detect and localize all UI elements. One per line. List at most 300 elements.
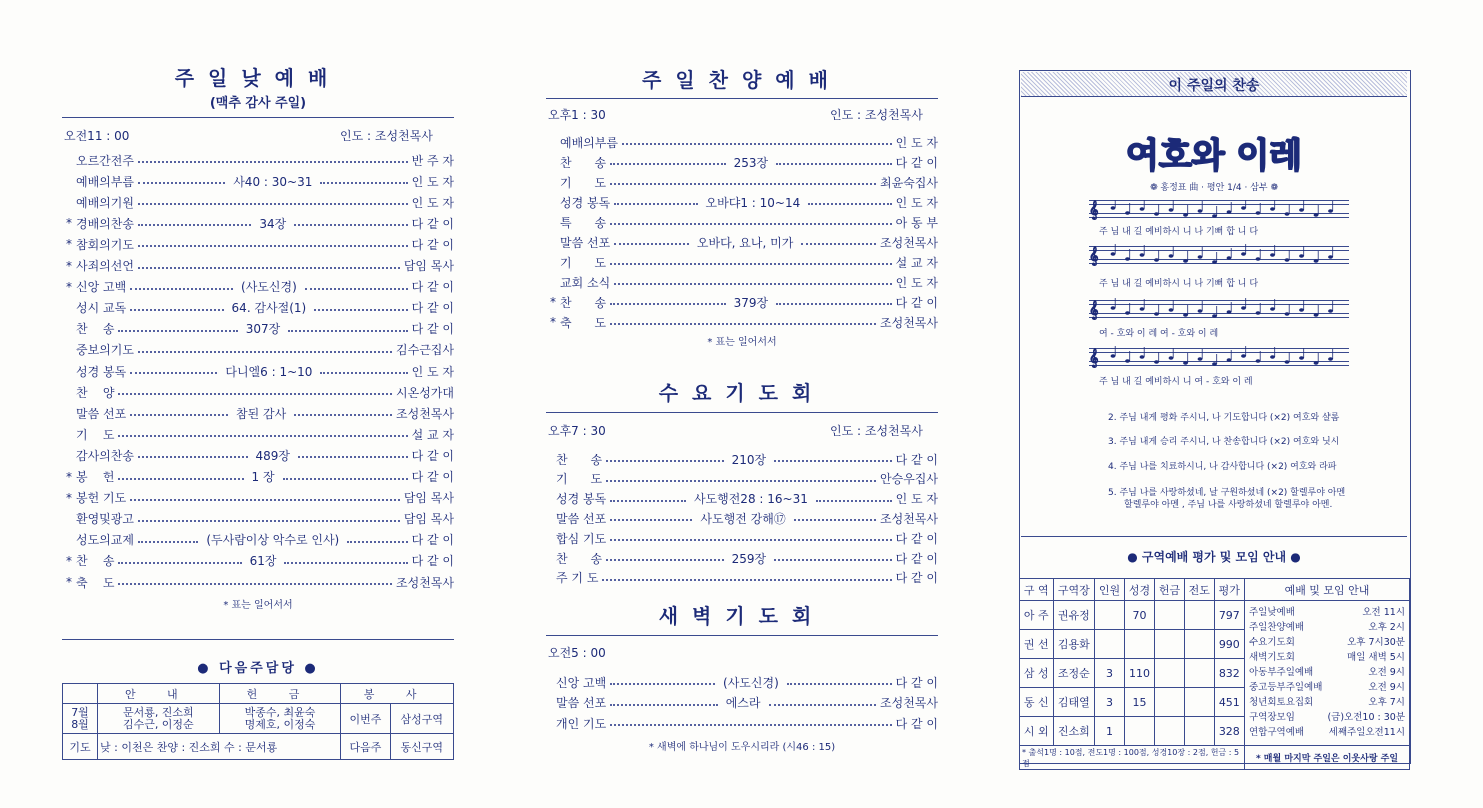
- leader-dots: [610, 263, 892, 265]
- note-head: [1328, 357, 1333, 361]
- item-detail: 오바댜1 : 10~14: [702, 194, 805, 211]
- item-label: 말씀 선포: [76, 406, 127, 421]
- divider: [546, 98, 938, 99]
- note-head: [1241, 306, 1246, 310]
- item-role: 다 같 이: [411, 470, 454, 484]
- schedule-time: (금)오전10 : 30분: [1327, 712, 1405, 723]
- item-label: 성경 봉독: [556, 492, 607, 507]
- table-cell: [1184, 630, 1214, 659]
- item-role: 다 같 이: [895, 716, 938, 731]
- item-role: 다 같 이: [895, 531, 938, 546]
- dawn-verse: * 새벽에 하나님이 도우시리라 (시46 : 15): [648, 742, 836, 753]
- leader-dots: [130, 499, 400, 501]
- note-head: [1198, 209, 1203, 213]
- standing-marker: *: [550, 315, 556, 329]
- schedule-name: 주일낮예배: [1249, 607, 1295, 618]
- item-role: 김수근집사: [396, 343, 454, 358]
- duty-title: ● 다음주담당 ●: [197, 661, 319, 676]
- item-detail: 253장: [730, 154, 773, 171]
- table-cell: 진소희: [1053, 717, 1095, 746]
- list-item: [546, 674, 938, 690]
- duty-offering: 박종수, 최윤숙 명제호, 이정숙: [219, 704, 341, 734]
- note-head: [1314, 213, 1319, 217]
- duty-month: 7월 8월: [63, 704, 98, 734]
- item-role: 인 도 자: [895, 195, 938, 210]
- note-head: [1198, 357, 1203, 361]
- item-label: 찬 송: [556, 452, 603, 467]
- item-role: 담임 목사: [403, 259, 454, 273]
- dawn-time: 오전5 : 00: [548, 646, 606, 660]
- note-head: [1241, 206, 1246, 210]
- note-head: [1111, 252, 1116, 256]
- verse-line: 3. 주님 내게 승리 주시니, 나 찬송합니다 (×2) 여호와 닛시: [1108, 437, 1340, 447]
- item-detail: 사40 : 30~31: [229, 173, 316, 190]
- note-head: [1183, 213, 1188, 217]
- scoring-note: * 출석1명 : 10점, 전도1명 : 100점, 성경10장 : 2점, 헌금 : 5점: [1020, 746, 1245, 770]
- verse-line: 5. 주님 나를 사랑하셨네, 날 구원하셨네 (×2) 할렐루야 아멘: [1108, 488, 1346, 498]
- note-head: [1299, 254, 1304, 258]
- item-label: 환영및광고: [76, 512, 134, 527]
- item-detail: 259장: [728, 550, 771, 567]
- list-item: [546, 530, 938, 546]
- item-detail: 에스라: [722, 694, 765, 711]
- prayer-label: 기도: [63, 734, 98, 760]
- item-label: 예배의기원: [76, 195, 134, 210]
- leader-dots: [138, 161, 408, 163]
- note-head: [1256, 311, 1261, 315]
- list-item: [66, 215, 454, 231]
- item-role: 인 도 자: [411, 364, 455, 379]
- hymn-title: 여호와 이레: [1125, 136, 1303, 176]
- note-head: [1125, 257, 1130, 261]
- leader-dots: [130, 288, 233, 290]
- divider: [1021, 536, 1407, 537]
- verse-line: 2. 주님 내게 평화 주시니, 나 기도합니다 (×2) 여호와 샬롬: [1108, 413, 1340, 423]
- note-head: [1270, 207, 1275, 211]
- table-cell: 15: [1124, 688, 1154, 717]
- leader-dots: [794, 519, 876, 521]
- table-cell: 451: [1214, 688, 1244, 717]
- schedule-time: 오전 9시: [1368, 667, 1405, 678]
- leader-dots: [294, 414, 392, 416]
- treble-clef-icon: 𝄞: [1089, 246, 1099, 265]
- note-head: [1227, 358, 1232, 362]
- list-item: [550, 134, 938, 150]
- item-label: 신앙 고백: [556, 675, 607, 690]
- item-label: 말씀 선포: [560, 235, 611, 250]
- list-item: [66, 447, 454, 463]
- item-label: 신앙 고백: [76, 280, 127, 295]
- table-header-cell: 구역장: [1053, 579, 1095, 601]
- item-role: 다 같 이: [411, 533, 455, 548]
- leader-dots: [610, 163, 726, 165]
- item-label: 말씀 선포: [556, 696, 607, 710]
- note-head: [1198, 309, 1203, 313]
- item-label: 찬 송: [556, 551, 603, 566]
- prayer-text: 낮 : 이천은 찬양 : 진소희 수 : 문서룡: [98, 734, 341, 760]
- table-cell: [1124, 630, 1154, 659]
- duty-table: [62, 683, 454, 760]
- standing-marker: *: [550, 295, 556, 309]
- table-cell: [1155, 717, 1185, 746]
- note-head: [1285, 360, 1290, 364]
- leader-dots: [614, 243, 689, 245]
- item-role: 인 도 자: [895, 275, 938, 290]
- table-cell: 3: [1095, 688, 1125, 717]
- list-item: [546, 451, 938, 467]
- leader-dots: [774, 559, 892, 561]
- divider: [546, 412, 938, 413]
- list-item: [66, 405, 454, 421]
- item-label: 기 도: [560, 175, 607, 190]
- table-cell: 아 주: [1020, 601, 1054, 630]
- leader-dots: [118, 330, 237, 332]
- list-item: [66, 342, 454, 358]
- item-detail: 64. 감사절(1): [228, 299, 311, 316]
- item-role: 최윤숙집사: [880, 175, 938, 190]
- list-item: [550, 154, 938, 170]
- leader-dots: [801, 243, 876, 245]
- item-role: 다 같 이: [895, 155, 939, 170]
- leader-dots: [118, 478, 243, 480]
- verse-line: 4. 주님 나를 치료하시니, 나 감사합니다 (×2) 여호와 라파: [1108, 462, 1337, 472]
- leader-dots: [138, 351, 392, 353]
- list-item: [546, 491, 938, 507]
- schedule-item: [1249, 725, 1405, 740]
- item-detail: 사도행전28 : 16~31: [690, 490, 812, 507]
- leader-dots: [138, 245, 408, 247]
- standing-note: * 표는 일어서서: [707, 337, 777, 348]
- list-item: [66, 574, 454, 590]
- table-cell: [1184, 659, 1214, 688]
- table-cell: [1155, 601, 1185, 630]
- table-cell: 김태열: [1053, 688, 1095, 717]
- list-item: [66, 384, 454, 400]
- schedule-name: 아동부주일예배: [1249, 667, 1314, 678]
- schedule-name: 중고등부주일예배: [1249, 682, 1323, 693]
- note-head: [1140, 207, 1145, 211]
- prayer-week: 다음주: [341, 734, 390, 760]
- table-cell: 832: [1214, 659, 1244, 688]
- leader-dots: [130, 414, 228, 416]
- prayer-service: 동신구역: [390, 734, 453, 760]
- leader-dots: [138, 267, 400, 269]
- schedule-item: [1249, 680, 1405, 695]
- item-role: 다 같 이: [411, 448, 454, 463]
- schedule-time: 매일 새벽 5시: [1347, 652, 1405, 663]
- list-item: [550, 194, 938, 210]
- standing-note: * 표는 일어서서: [223, 600, 293, 611]
- note-head: [1154, 212, 1159, 216]
- standing-marker: *: [66, 279, 72, 294]
- schedule-item: [1249, 620, 1405, 635]
- duty-guide: 문서룡, 진소희 김수근, 이정순: [98, 704, 220, 734]
- standing-marker: *: [66, 575, 72, 589]
- list-item: [66, 300, 454, 316]
- leader-dots: [787, 683, 892, 685]
- schedule-item: [1249, 695, 1405, 710]
- praise-leader: 인도 : 조성천목사: [830, 108, 923, 122]
- schedule-time: 오후 7시30분: [1347, 637, 1405, 648]
- treble-clef-icon: 𝄞: [1089, 348, 1099, 367]
- note-head: [1212, 260, 1217, 264]
- note-head: [1270, 307, 1275, 311]
- list-item: [66, 511, 454, 527]
- item-label: 성경 봉독: [76, 364, 127, 379]
- leader-dots: [610, 683, 715, 685]
- standing-marker: *: [66, 469, 72, 484]
- note-head: [1256, 359, 1261, 363]
- schedule-name: 연합구역예배: [1249, 727, 1305, 738]
- divider: [62, 117, 454, 118]
- note-head: [1270, 355, 1275, 359]
- note-head: [1111, 306, 1116, 310]
- schedule-time: 오전 9시: [1368, 682, 1405, 693]
- item-label: 찬 송: [560, 155, 607, 170]
- schedule-name: 수요기도회: [1249, 637, 1295, 648]
- item-role: 다 같 이: [411, 554, 455, 569]
- table-cell: [1155, 688, 1185, 717]
- leader-dots: [776, 163, 892, 165]
- schedule-name: 주일찬양예배: [1249, 622, 1305, 633]
- note-head: [1227, 210, 1232, 214]
- note-head: [1125, 359, 1130, 363]
- schedule-time: 오후 7시: [1368, 697, 1405, 708]
- schedule-item: [1249, 635, 1405, 650]
- leader-dots: [320, 372, 407, 374]
- leader-dots: [314, 309, 407, 311]
- sunday-service-title: 주일낮예배: [174, 66, 342, 90]
- note-head: [1154, 312, 1159, 316]
- schedule-name: 구역장모임: [1249, 712, 1295, 723]
- table-cell: [1184, 601, 1214, 630]
- item-role: 인 도 자: [411, 174, 455, 189]
- note-head: [1328, 255, 1333, 259]
- note-head: [1125, 211, 1130, 215]
- list-item: [66, 152, 454, 168]
- list-item: [550, 274, 938, 290]
- sunday-service-subtitle: (맥추 감사 주일): [209, 96, 307, 111]
- note-head: [1241, 252, 1246, 256]
- leader-dots: [808, 203, 891, 205]
- item-role: 시온성가대: [396, 385, 454, 400]
- table-cell: 시 외: [1020, 717, 1054, 746]
- note-head: [1169, 308, 1174, 312]
- leader-dots: [347, 541, 407, 543]
- leader-dots: [606, 480, 876, 482]
- table-cell: 990: [1214, 630, 1244, 659]
- note-head: [1140, 355, 1145, 359]
- item-label: 기 도: [556, 472, 603, 487]
- item-label: 개인 기도: [556, 716, 607, 731]
- item-role: 다 같 이: [895, 675, 939, 690]
- item-detail: 210장: [728, 451, 771, 468]
- table-header-cell: 구 역: [1020, 579, 1054, 601]
- item-label: 교회 소식: [560, 275, 611, 290]
- item-role: 다 같 이: [411, 237, 454, 252]
- list-item: [66, 469, 454, 485]
- standing-marker: *: [66, 553, 72, 568]
- list-item: [550, 254, 938, 270]
- item-role: 담임 목사: [403, 512, 454, 527]
- item-role: 인 도 자: [411, 195, 454, 210]
- list-item: [550, 214, 938, 230]
- note-head: [1212, 362, 1217, 366]
- table-cell: [1184, 717, 1214, 746]
- list-item: [546, 510, 938, 526]
- list-item: [66, 532, 454, 548]
- item-label: 사죄의선언: [76, 259, 134, 273]
- item-role: 안승우집사: [880, 472, 938, 487]
- note-head: [1169, 254, 1174, 258]
- leader-dots: [610, 519, 692, 521]
- item-label: 경배의찬송: [76, 216, 134, 231]
- table-cell: 삼 성: [1020, 659, 1054, 688]
- note-head: [1285, 258, 1290, 262]
- treble-clef-icon: 𝄞: [1089, 200, 1099, 219]
- item-label: 성경 봉독: [560, 195, 611, 210]
- list-item: [66, 194, 454, 210]
- praise-service-title: 주일찬양예배: [642, 68, 842, 92]
- schedule-time: 오전 11시: [1362, 607, 1405, 618]
- district-table-title: ● 구역예배 평가 및 모임 안내 ●: [1127, 550, 1301, 564]
- note-head: [1198, 255, 1203, 259]
- item-detail: (사도신경): [237, 278, 301, 295]
- item-detail: 489장: [252, 447, 295, 464]
- duty-service: 삼성구역: [390, 704, 453, 734]
- table-header-cell: 성경: [1124, 579, 1154, 601]
- item-detail: 34장: [255, 215, 290, 232]
- item-role: 설 교 자: [895, 255, 938, 270]
- item-detail: 61장: [246, 552, 281, 569]
- note-head: [1314, 361, 1319, 365]
- note-head: [1169, 208, 1174, 212]
- music-score: [1089, 200, 1349, 400]
- item-label: 봉헌 기도: [76, 491, 127, 506]
- table-header-cell: 평가: [1214, 579, 1244, 601]
- leader-dots: [138, 224, 251, 226]
- item-role: 다 같 이: [895, 452, 939, 467]
- leader-dots: [138, 182, 225, 184]
- treble-clef-icon: 𝄞: [1089, 300, 1099, 319]
- item-role: 인 도 자: [895, 135, 938, 150]
- standing-marker: *: [66, 237, 72, 252]
- dawn-title: 새벽기도회: [658, 604, 826, 628]
- note-head: [1314, 313, 1319, 317]
- note-head: [1183, 361, 1188, 365]
- list-item: [550, 234, 938, 250]
- table-cell: 797: [1214, 601, 1244, 630]
- leader-dots: [610, 500, 686, 502]
- list-item: [546, 550, 938, 566]
- table-cell: [1124, 717, 1154, 746]
- leader-dots: [606, 559, 724, 561]
- item-detail: 참된 감사: [232, 405, 290, 422]
- item-label: 말씀 선포: [556, 511, 607, 526]
- list-item: [546, 695, 938, 711]
- leader-dots: [614, 283, 891, 285]
- note-head: [1241, 354, 1246, 358]
- item-detail: 다니엘6 : 1~10: [221, 363, 316, 380]
- leader-dots: [769, 704, 877, 706]
- divider: [546, 635, 938, 636]
- duty-head-service: 봉 사: [341, 684, 454, 704]
- item-label: 봉 헌: [76, 470, 115, 484]
- schedule-time: 세째주일오전11시: [1328, 727, 1405, 738]
- item-role: 조성천목사: [396, 406, 454, 421]
- note-head: [1154, 258, 1159, 262]
- item-detail: (사도신경): [719, 674, 783, 691]
- note-head: [1299, 208, 1304, 212]
- table-cell: 동 신: [1020, 688, 1054, 717]
- note-head: [1328, 209, 1333, 213]
- leader-dots: [298, 456, 408, 458]
- note-head: [1154, 360, 1159, 364]
- note-head: [1183, 259, 1188, 263]
- item-label: 축 도: [560, 315, 607, 330]
- note-head: [1140, 253, 1145, 257]
- leader-dots: [610, 183, 876, 185]
- note-head: [1227, 256, 1232, 260]
- hymn-credit: ❁ 홍정표 曲 · 평안 1/4 · 삼부 ❁: [1149, 183, 1279, 193]
- leader-dots: [622, 143, 892, 145]
- list-item: [66, 363, 454, 379]
- item-label: 기 도: [76, 427, 115, 442]
- item-detail: 307장: [242, 320, 285, 337]
- standing-marker: *: [66, 258, 72, 273]
- leader-dots: [283, 478, 408, 480]
- item-label: 축 도: [76, 575, 115, 590]
- table-cell: 김용화: [1053, 630, 1095, 659]
- duty-week: 이번주: [341, 704, 390, 734]
- leader-dots: [284, 562, 407, 564]
- note-head: [1169, 356, 1174, 360]
- leader-dots: [138, 456, 248, 458]
- schedule-name: 청년회토요집회: [1249, 697, 1314, 708]
- item-label: 예배의부름: [76, 174, 134, 189]
- note-head: [1125, 311, 1130, 315]
- table-cell: 3: [1095, 659, 1125, 688]
- table-cell: [1095, 601, 1125, 630]
- item-role: 아 동 부: [895, 215, 938, 230]
- wed-leader: 인도 : 조성천목사: [830, 424, 923, 438]
- list-item: [66, 553, 454, 569]
- table-cell: [1095, 630, 1125, 659]
- leader-dots: [602, 579, 891, 581]
- table-cell: 조정순: [1053, 659, 1095, 688]
- item-label: 예배의부름: [560, 135, 618, 150]
- table-cell: 110: [1124, 659, 1154, 688]
- lyric-line: 여 - 호와 이 레 여 - 호와 이 레: [1099, 329, 1219, 339]
- wed-time: 오후7 : 30: [548, 424, 606, 438]
- lyric-line: 주 님 내 길 예비하시 니 나 기뻐 합 니 다: [1099, 279, 1259, 289]
- schedule-item: [1249, 710, 1405, 725]
- item-role: 다 같 이: [895, 551, 939, 566]
- item-role: 다 같 이: [411, 322, 455, 337]
- item-detail: 오바다, 요나, 미가: [693, 234, 797, 251]
- leader-dots: [130, 309, 223, 311]
- leader-dots: [610, 539, 891, 541]
- item-label: 기 도: [560, 255, 607, 270]
- item-detail: 379장: [730, 294, 773, 311]
- list-item: [66, 279, 454, 295]
- leader-dots: [118, 393, 392, 395]
- district-table: [1019, 578, 1410, 770]
- item-label: 감사의찬송: [76, 448, 134, 463]
- list-item: [66, 321, 454, 337]
- leader-dots: [816, 500, 892, 502]
- leader-dots: [118, 583, 392, 585]
